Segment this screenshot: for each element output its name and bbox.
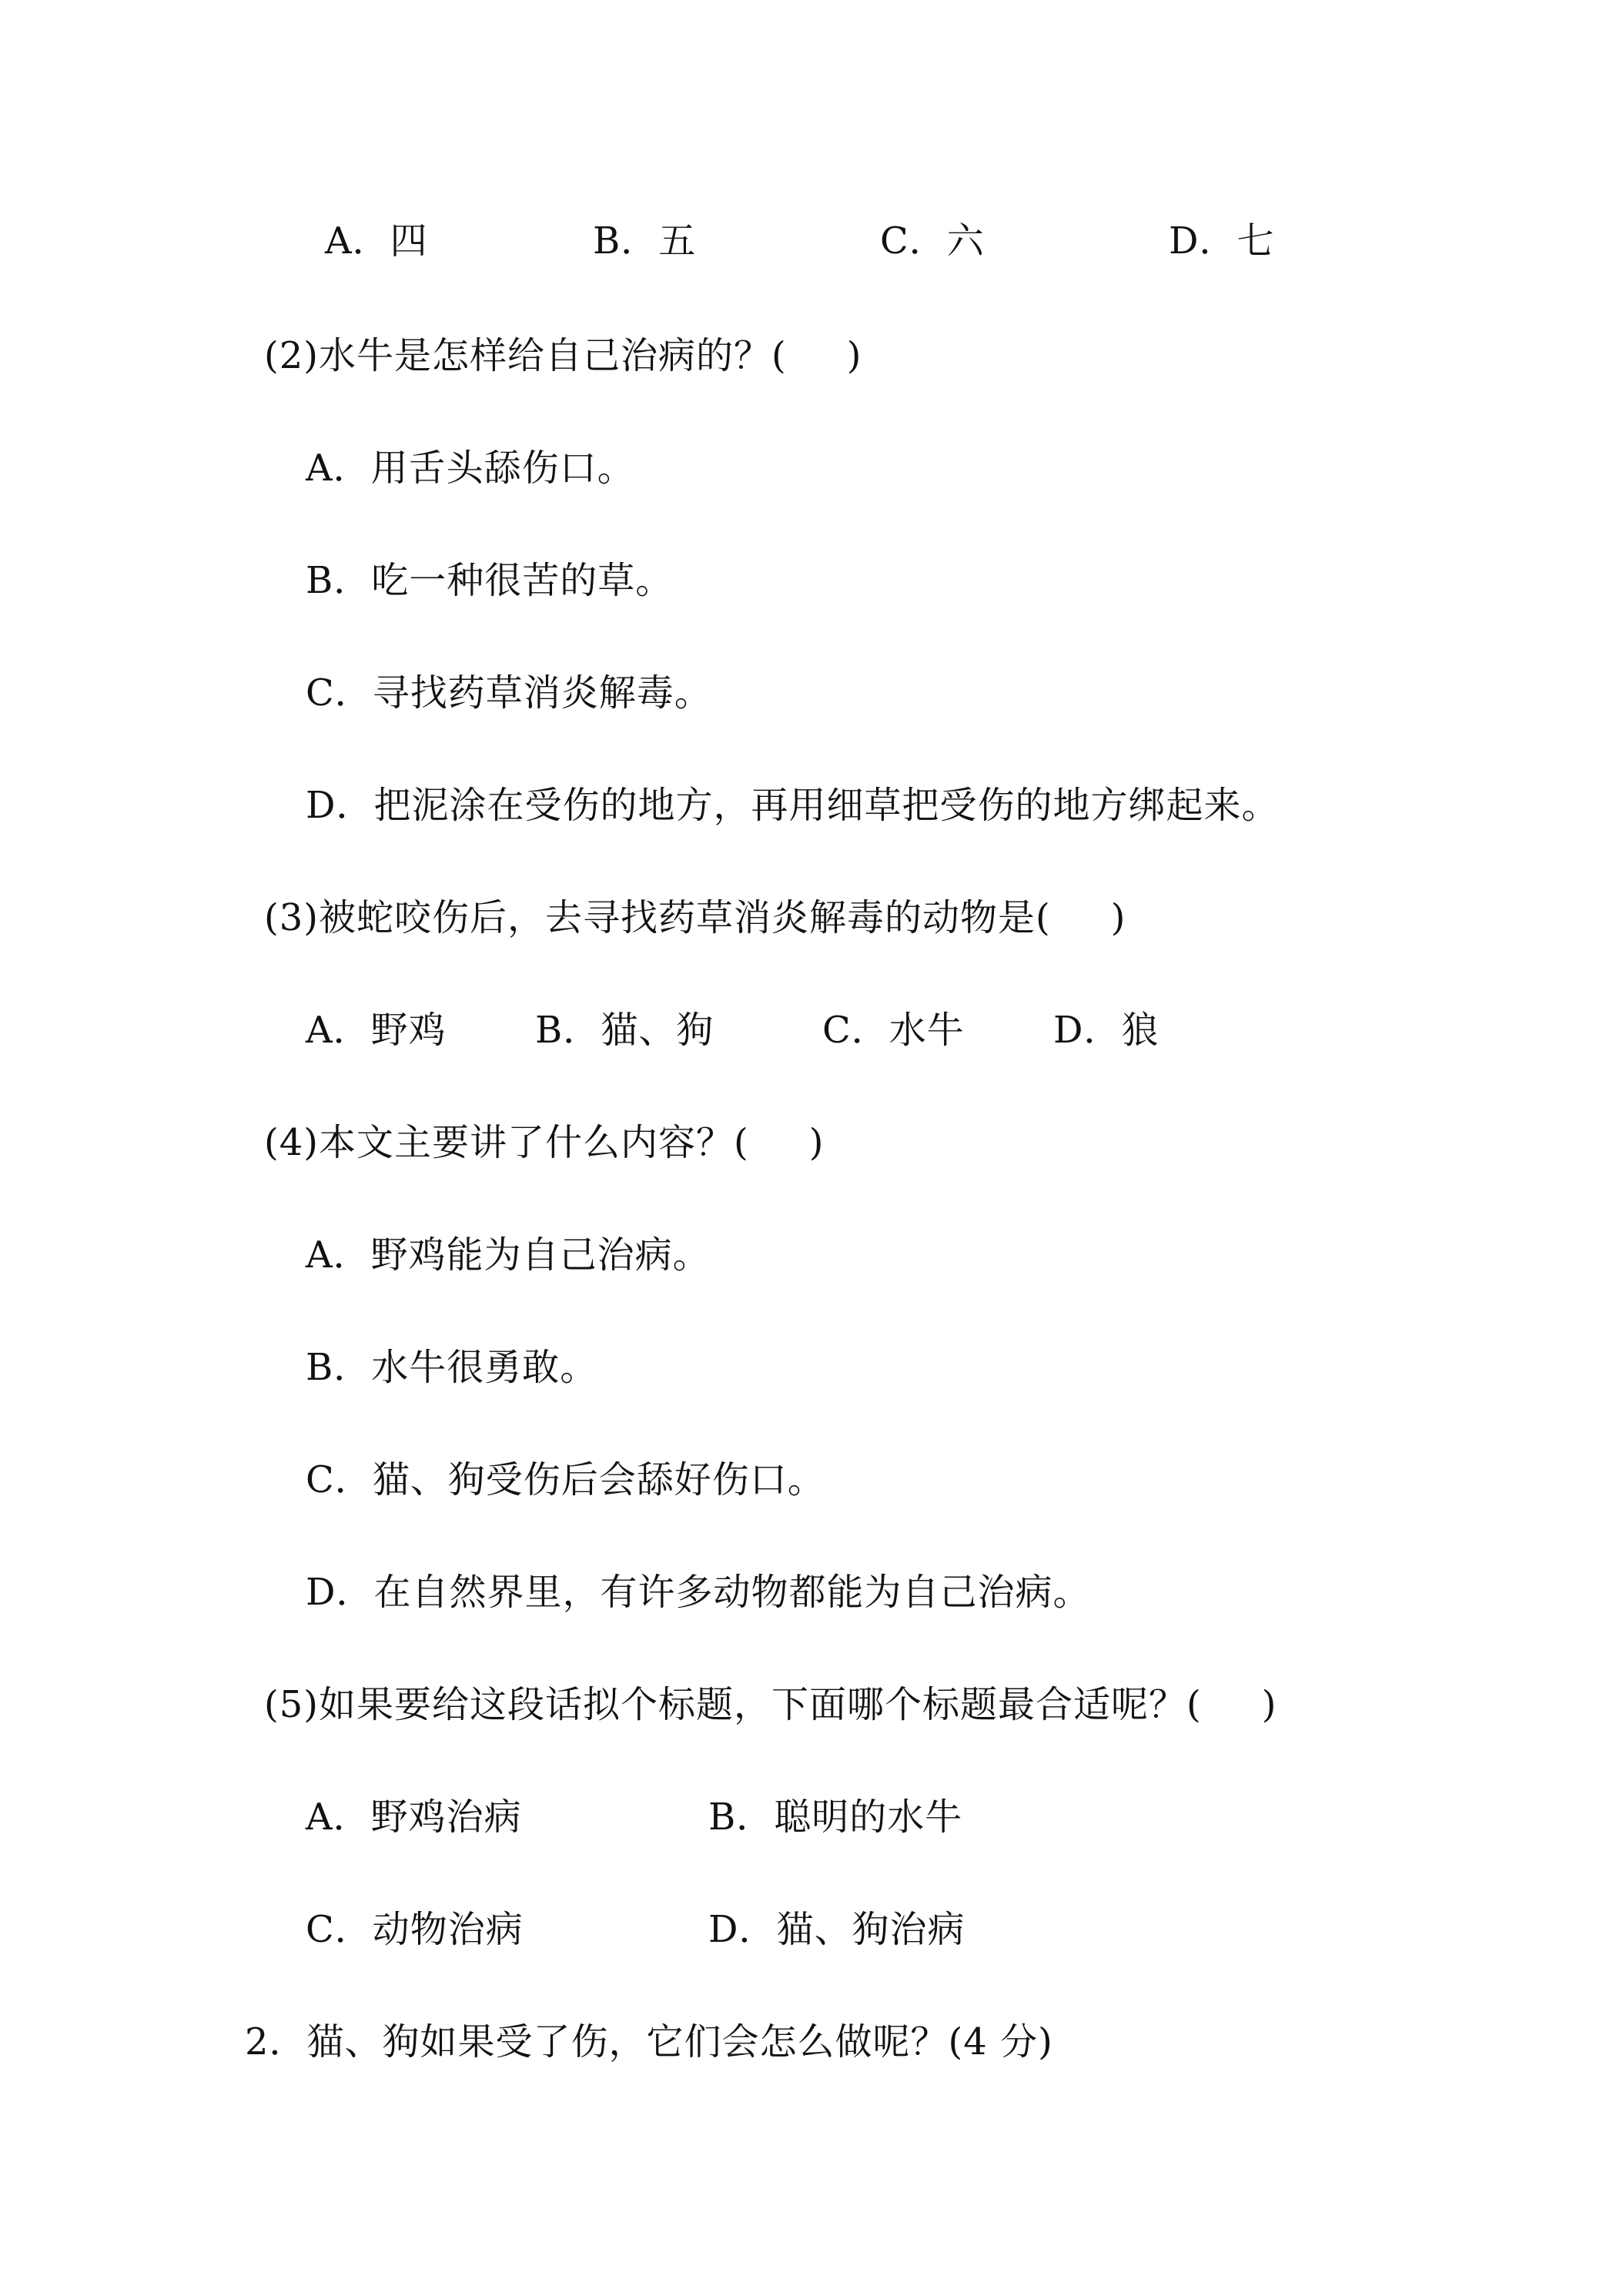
q1-option-a: A．四 [325,219,428,263]
q2-close-paren: ) [846,334,862,377]
q5-option-b: B．聪明的水牛 [708,1796,963,1839]
q5-option-c: C．动物治病 [306,1908,524,1951]
q4-stem [264,1120,824,1166]
q5-stem [264,1682,1277,1728]
q3-option-a: A．野鸡 [306,1009,447,1052]
q2-option-a: A．用舌头舔伤口。 [306,447,635,490]
question-2: 2．猫、狗如果受了伤，它们会怎么做呢？(4 分) [245,2020,1053,2063]
q5-option-a: A．野鸡治病 [306,1796,522,1839]
q4-option-c: C．猫、狗受伤后会舔好伤口。 [306,1458,825,1501]
q2-option-b: B．吃一种很苦的草。 [306,559,674,602]
q2-option-c: C．寻找药草消炎解毒。 [306,671,712,715]
q3-option-b: B．猫、狗 [535,1009,714,1052]
q3-option-c: C．水牛 [822,1009,965,1052]
q3-stem-text: (3)被蛇咬伤后，去寻找药草消炎解毒的动物是( [264,896,1051,939]
q5-option-d: D．猫、狗治病 [708,1908,965,1951]
q1-option-b: B．五 [593,219,697,263]
q3-stem [264,895,1126,941]
q2-option-d: D．把泥涂在受伤的地方，再用细草把受伤的地方绑起来。 [306,784,1280,827]
q3-option-d: D．狼 [1053,1009,1160,1052]
q4-option-b: B．水牛很勇敢。 [306,1346,598,1389]
q2-stem-text: (2)水牛是怎样给自己治病的？( [264,334,787,377]
q5-stem-text: (5)如果要给这段话拟个标题，下面哪个标题最合适呢？( [264,1683,1202,1726]
q2-stem [264,333,862,379]
q1-option-d: D．七 [1169,219,1275,263]
q5-close-paren: ) [1261,1683,1277,1726]
q4-close-paren: ) [808,1121,825,1164]
q4-stem-text: (4)本文主要讲了什么内容？( [264,1121,749,1164]
q4-option-d: D．在自然界里，有许多动物都能为自己治病。 [306,1571,1091,1614]
q1-option-c: C．六 [880,219,985,263]
q4-option-a: A．野鸡能为自己治病。 [306,1233,711,1277]
q3-close-paren: ) [1110,896,1126,939]
